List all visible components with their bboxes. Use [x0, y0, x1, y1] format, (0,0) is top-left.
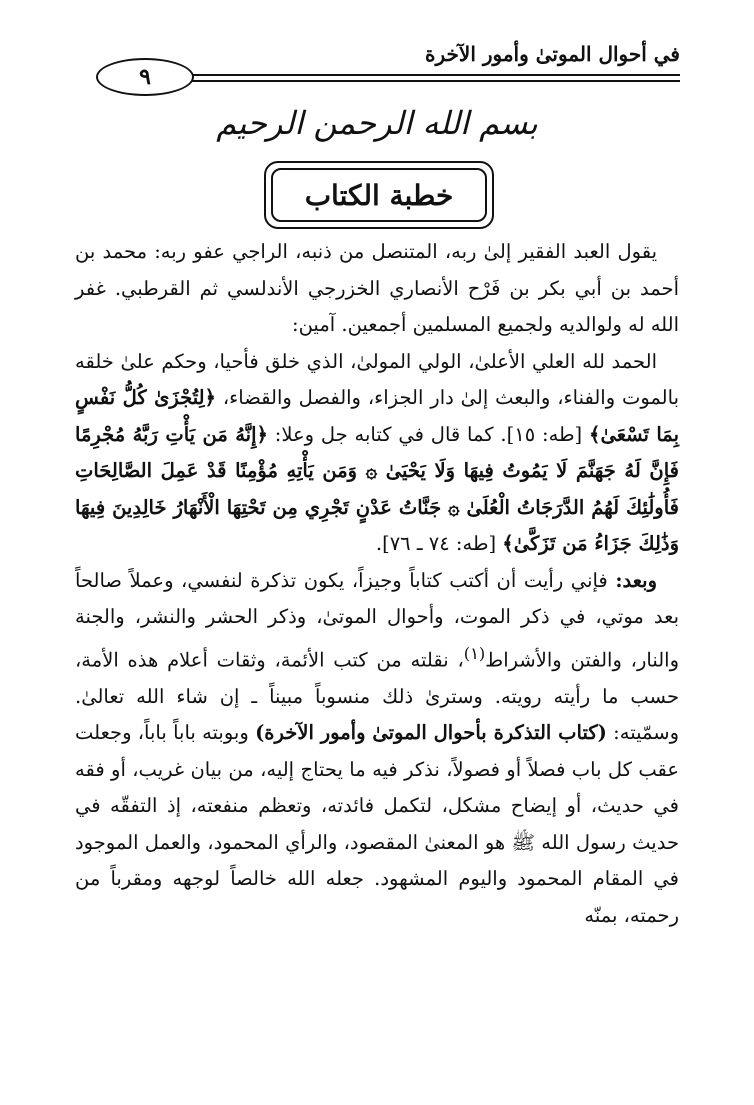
paragraph-praise [75, 344, 679, 563]
header-rule-top [120, 74, 680, 76]
section-title: خطبة الكتاب [304, 178, 454, 212]
paragraph-purpose-text-c: وبوبته باباً باباً، وجعلت عقب كل باب فصلاً أو فصولاً، نذكر فيه ما يحتاج إليه، من بيان غريب، أو فقه في حديث، أو إيضاح مشكل، لتكمل فائدته، وتعظم منفعته، إذ التفقّه في حديث رسول الله ﷺ هو المعنىٰ المقصود، والرأي المحمود، والعمل الموجود في المقام المحمود واليوم المشهود. جعله الله خالصاً لوجهه ومقرباً من رحمته، بمنّه [75, 721, 679, 927]
page-number-oval [96, 58, 194, 96]
quran-bracket-close-2: ﴾ [502, 532, 514, 555]
paragraph-intro-text: يقول العبد الفقير إلىٰ ربه، المتنصل من ذنبه، الراجي عفو ربه: محمد بن أحمد بن أبي بكر بن فَرْح الأنصاري الخزرجي الأندلسي ثم القرطبي. غفر الله له ولوالديه ولجميع المسلمين أجمعين. آمين: [75, 240, 679, 336]
running-header [70, 40, 680, 100]
quran-verse-2: إِنَّهُ مَن يَأْتِ رَبَّهُ مُجْرِمًا فَإِنَّ لَهُ جَهَنَّمَ لَا يَمُوتُ فِيهَا وَلَا يَحْيَىٰ ۞ وَمَن يَأْتِهِ مُؤْمِنًا قَدْ عَمِلَ الصَّالِحَاتِ فَأُولَٰئِكَ لَهُمُ الدَّرَجَاتُ الْعُلَىٰ ۞ جَنَّاتُ عَدْنٍ تَجْرِي مِن تَحْتِهَا الْأَنْهَارُ خَالِدِينَ فِيهَا وَذَٰلِكَ جَزَاءُ مَن تَزَكَّىٰ [75, 422, 679, 555]
paragraph-purpose-label: وبعد: [615, 568, 658, 592]
paragraph-purpose-text-a: فإني رأيت أن أكتب كتاباً وجيزاً، يكون تذكرة لنفسي، وعملاً صالحاً بعد موتي، في ذكر الموت، وأحوال الموتىٰ، وذكر الحشر والنشر، والجنة والنار، والفتن والأشراط [75, 568, 679, 671]
paragraph-purpose-text-b: ، نقلته من كتب الأئمة، وثقات أعلام هذه الأمة، حسب ما رأيته رويته. وستریٰ ذلك منسوباً مبيناً ـ إن شاء الله تعالىٰ. وسمّيته: [75, 648, 679, 744]
header-rule-bottom [120, 80, 680, 82]
basmala-calligraphy: بسم الله الرحمن الرحيم [216, 104, 538, 142]
running-title: في أحوال الموتىٰ وأمور الآخرة [425, 42, 680, 66]
quran-bracket-open: ﴿ [204, 386, 216, 409]
page-number: ٩ [139, 64, 151, 90]
quran-verse-1: لِتُجْزَىٰ كُلُّ نَفْسٍ بِمَا تَسْعَىٰ [75, 386, 680, 446]
paragraph-praise-text: الحمد لله العلي الأعلىٰ، الولي المولىٰ، الذي خلق فأحيا، وحكم علىٰ خلقه بالموت والفناء، والبعث إلىٰ دار الجزاء، والفصل والقضاء، [75, 349, 679, 409]
body-text [75, 234, 679, 934]
footnote-marker[interactable]: (١) [463, 643, 486, 663]
section-title-frame [264, 161, 494, 229]
quran-bracket-close: ﴾ [589, 422, 601, 446]
verse-reference-1: [طه: ١٥]. كما قال في كتابه جل وعلا: [274, 422, 583, 446]
paragraph-purpose [75, 563, 679, 935]
paragraph-intro [75, 234, 679, 344]
book-title: (كتاب التذكرة بأحوال الموتىٰ وأمور الآخرة) [255, 721, 607, 744]
verse-reference-2: [طه: ٧٤ ـ ٧٦]. [375, 532, 497, 555]
quran-bracket-open-2: ﴿ [256, 422, 268, 446]
